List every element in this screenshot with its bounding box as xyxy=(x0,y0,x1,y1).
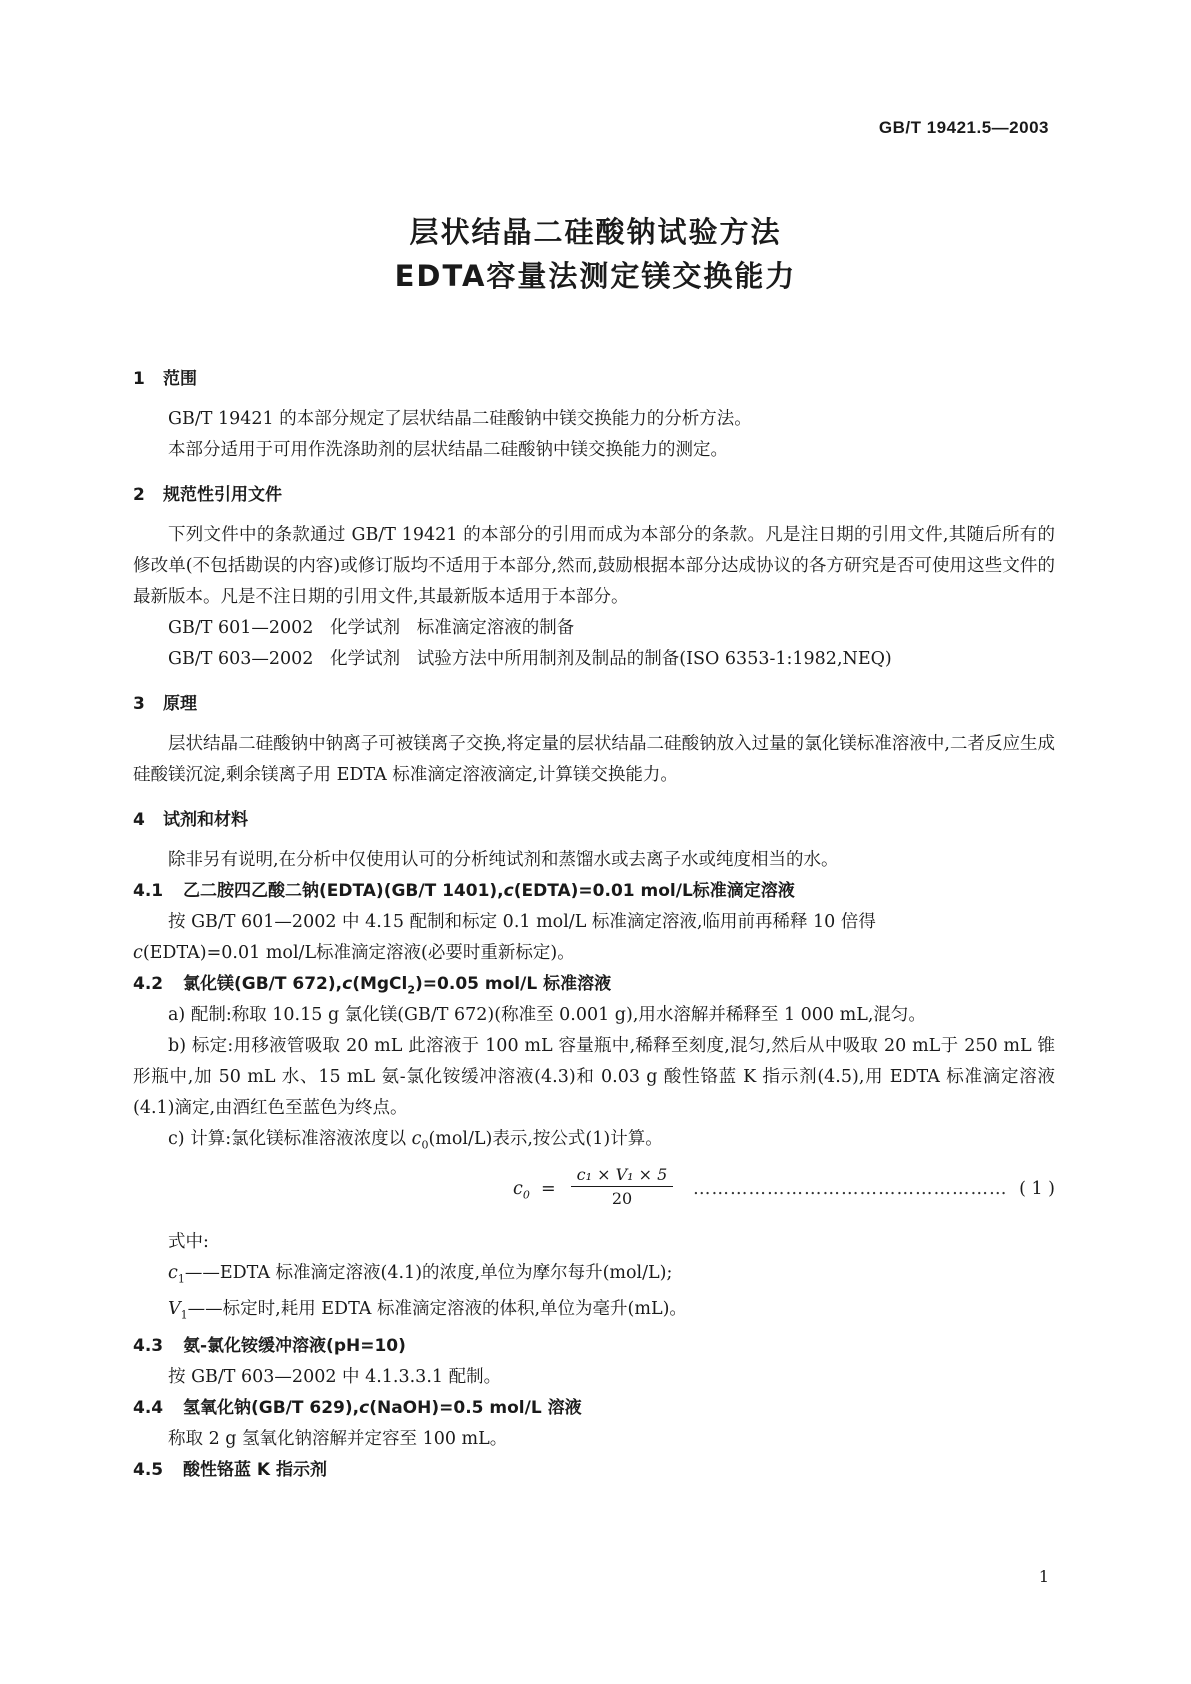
paragraph: 下列文件中的条款通过 GB/T 19421 的本部分的引用而成为本部分的条款。凡是注日期的引用文件,其随后所有的修改单(不包括勘误的内容)或修订版均不适用于本部分,然而,鼓励根据本部分达成协议的各方研究是否可使用这些文件的最新版本。凡是不注日期的引用文件,其最新版本适用于本部分。 xyxy=(133,525,1055,607)
list-item-a: a) 配制:称取 10.15 g 氯化镁(GB/T 672)(称准至 0.001 g),用水溶解并稀释至 1 000 mL,混匀。 xyxy=(168,1005,926,1025)
formula-equals: = xyxy=(541,1178,556,1199)
subsection-title-part: 氢氧化钠(GB/T 629), xyxy=(183,1397,360,1418)
formula-where: 式中: xyxy=(168,1231,209,1252)
section-2-heading xyxy=(133,480,1055,510)
section-title: 规范性引用文件 xyxy=(163,485,282,505)
paragraph: 按 GB/T 601—2002 中 4.15 配制和标定 0.1 mol/L 标准滴定溶液,临用前再稀释 10 倍得 xyxy=(168,912,876,932)
subsection-4-3-heading xyxy=(133,1331,1055,1362)
subscript: 2 xyxy=(407,983,416,997)
paragraph: 除非另有说明,在分析中仅使用认可的分析纯试剂和蒸馏水或去离子水或纯度相当的水。 xyxy=(168,850,839,870)
subscript: 0 xyxy=(421,1138,429,1152)
formula-numerator: c₁ × V₁ × 5 xyxy=(571,1165,673,1187)
title-line-1: 层状结晶二硅酸钠试验方法 xyxy=(409,215,782,249)
subsection-number: 4.1 xyxy=(133,881,164,901)
formula-1 xyxy=(133,1163,1055,1223)
paragraph: 按 GB/T 603—2002 中 4.1.3.3.1 配制。 xyxy=(168,1366,502,1387)
subsection-4-5-heading xyxy=(133,1455,1055,1486)
title-line-2: EDTA容量法测定镁交换能力 xyxy=(394,259,797,293)
definition-symbol: c xyxy=(168,1262,178,1283)
subsection-title-part: 乙二胺四乙酸二钠(EDTA)(GB/T 1401), xyxy=(183,881,504,901)
subsection-title: 酸性铬蓝 K 指示剂 xyxy=(183,1459,328,1480)
formula-lhs xyxy=(513,1179,530,1202)
subsection-4-2-heading xyxy=(133,969,1055,1000)
formula-denominator: 20 xyxy=(611,1188,633,1208)
paragraph: 本部分适用于可用作洗涤助剂的层状结晶二硅酸钠中镁交换能力的测定。 xyxy=(168,440,728,460)
var-c: c xyxy=(133,943,143,963)
section-number: 4 xyxy=(133,810,145,830)
definition-item xyxy=(133,1294,1055,1331)
section-title: 范围 xyxy=(163,369,197,389)
section-title: 原理 xyxy=(163,694,197,714)
subsection-title-part: )=0.05 mol/L 标准溶液 xyxy=(415,974,612,994)
document-body xyxy=(133,364,1055,1486)
section-number: 3 xyxy=(133,694,145,714)
standard-code: GB/T 19421.5—2003 xyxy=(878,118,1049,137)
subsection-number: 4.2 xyxy=(133,974,164,994)
subsection-title-var: c xyxy=(359,1397,370,1418)
subscript: 1 xyxy=(180,1308,188,1322)
subsection-title-var: c xyxy=(342,974,353,994)
subsection-title-part: (EDTA)=0.01 mol/L标准滴定溶液 xyxy=(513,881,795,901)
subsection-number: 4.4 xyxy=(133,1397,164,1418)
section-title: 试剂和材料 xyxy=(163,810,248,830)
definition-text: ——标定时,耗用 EDTA 标准滴定溶液的体积,单位为毫升(mL)。 xyxy=(187,1299,687,1319)
section-number: 1 xyxy=(133,369,145,389)
section-number: 2 xyxy=(133,485,145,505)
list-text: c) 计算:氯化镁标准溶液浓度以 xyxy=(168,1129,412,1149)
formula-leader-dots: …………………………………………… xyxy=(693,1178,1008,1199)
subsection-title: 氨-氯化铵缓冲溶液(pH=10) xyxy=(183,1335,406,1356)
reference-item: GB/T 603—2002 化学试剂 试验方法中所用制剂及制品的制备(ISO 6353-1:1982,NEQ) xyxy=(168,649,892,669)
reference-item: GB/T 601—2002 化学试剂 标准滴定溶液的制备 xyxy=(168,618,575,638)
list-item-c xyxy=(133,1124,1055,1161)
subscript: 1 xyxy=(177,1272,185,1285)
paragraph: GB/T 19421 的本部分规定了层状结晶二硅酸钠中镁交换能力的分析方法。 xyxy=(168,409,752,429)
list-item-b: b) 标定:用移液管吸取 20 mL 此溶液于 100 mL 容量瓶中,稀释至刻度,混匀,然后从中吸取 20 mL于 250 mL 锥形瓶中,加 50 mL 水、15 mL 氨-氯化铵缓冲溶液(4.3)和 0.03 g 酸性铬蓝 K 指示剂(4.5),用 EDTA 标准滴定溶液(4.1)滴定,由酒红色至蓝色为终点。 xyxy=(133,1036,1055,1118)
subsection-number: 4.3 xyxy=(133,1335,164,1356)
section-3-heading xyxy=(133,689,1055,719)
paragraph-text: (EDTA)=0.01 mol/L标准滴定溶液(必要时重新标定)。 xyxy=(142,943,575,963)
subscript: 0 xyxy=(522,1188,530,1201)
var-c: c xyxy=(411,1129,422,1149)
subsection-4-1-heading xyxy=(133,876,1055,907)
list-text: (mol/L)表示,按公式(1)计算。 xyxy=(428,1129,663,1149)
paragraph xyxy=(133,938,1055,969)
formula-number: ( 1 ) xyxy=(1019,1178,1055,1199)
definition-symbol: V xyxy=(168,1299,181,1319)
paragraph: 称取 2 g 氢氧化钠溶解并定容至 100 mL。 xyxy=(168,1428,508,1449)
definition-item xyxy=(133,1258,1055,1295)
subsection-number: 4.5 xyxy=(133,1459,164,1480)
subsection-4-4-heading xyxy=(133,1393,1055,1424)
formula-fraction xyxy=(571,1165,673,1208)
document-title xyxy=(0,210,1191,298)
section-1-heading xyxy=(133,364,1055,394)
paragraph: 层状结晶二硅酸钠中钠离子可被镁离子交换,将定量的层状结晶二硅酸钠放入过量的氯化镁标准溶液中,二者反应生成硅酸镁沉淀,剩余镁离子用 EDTA 标准滴定溶液滴定,计算镁交换能力。 xyxy=(133,734,1055,785)
subsection-title-var: c xyxy=(503,881,514,901)
formula-lhs-var: c xyxy=(513,1178,523,1199)
definition-text: ——EDTA 标准滴定溶液(4.1)的浓度,单位为摩尔每升(mol/L); xyxy=(184,1262,673,1283)
subsection-title-part: 氯化镁(GB/T 672), xyxy=(183,974,343,994)
subsection-title-part: (NaOH)=0.5 mol/L 溶液 xyxy=(369,1397,582,1418)
page-number: 1 xyxy=(1038,1567,1049,1586)
section-4-heading xyxy=(133,805,1055,835)
subsection-title-part: (MgCl xyxy=(352,974,408,994)
